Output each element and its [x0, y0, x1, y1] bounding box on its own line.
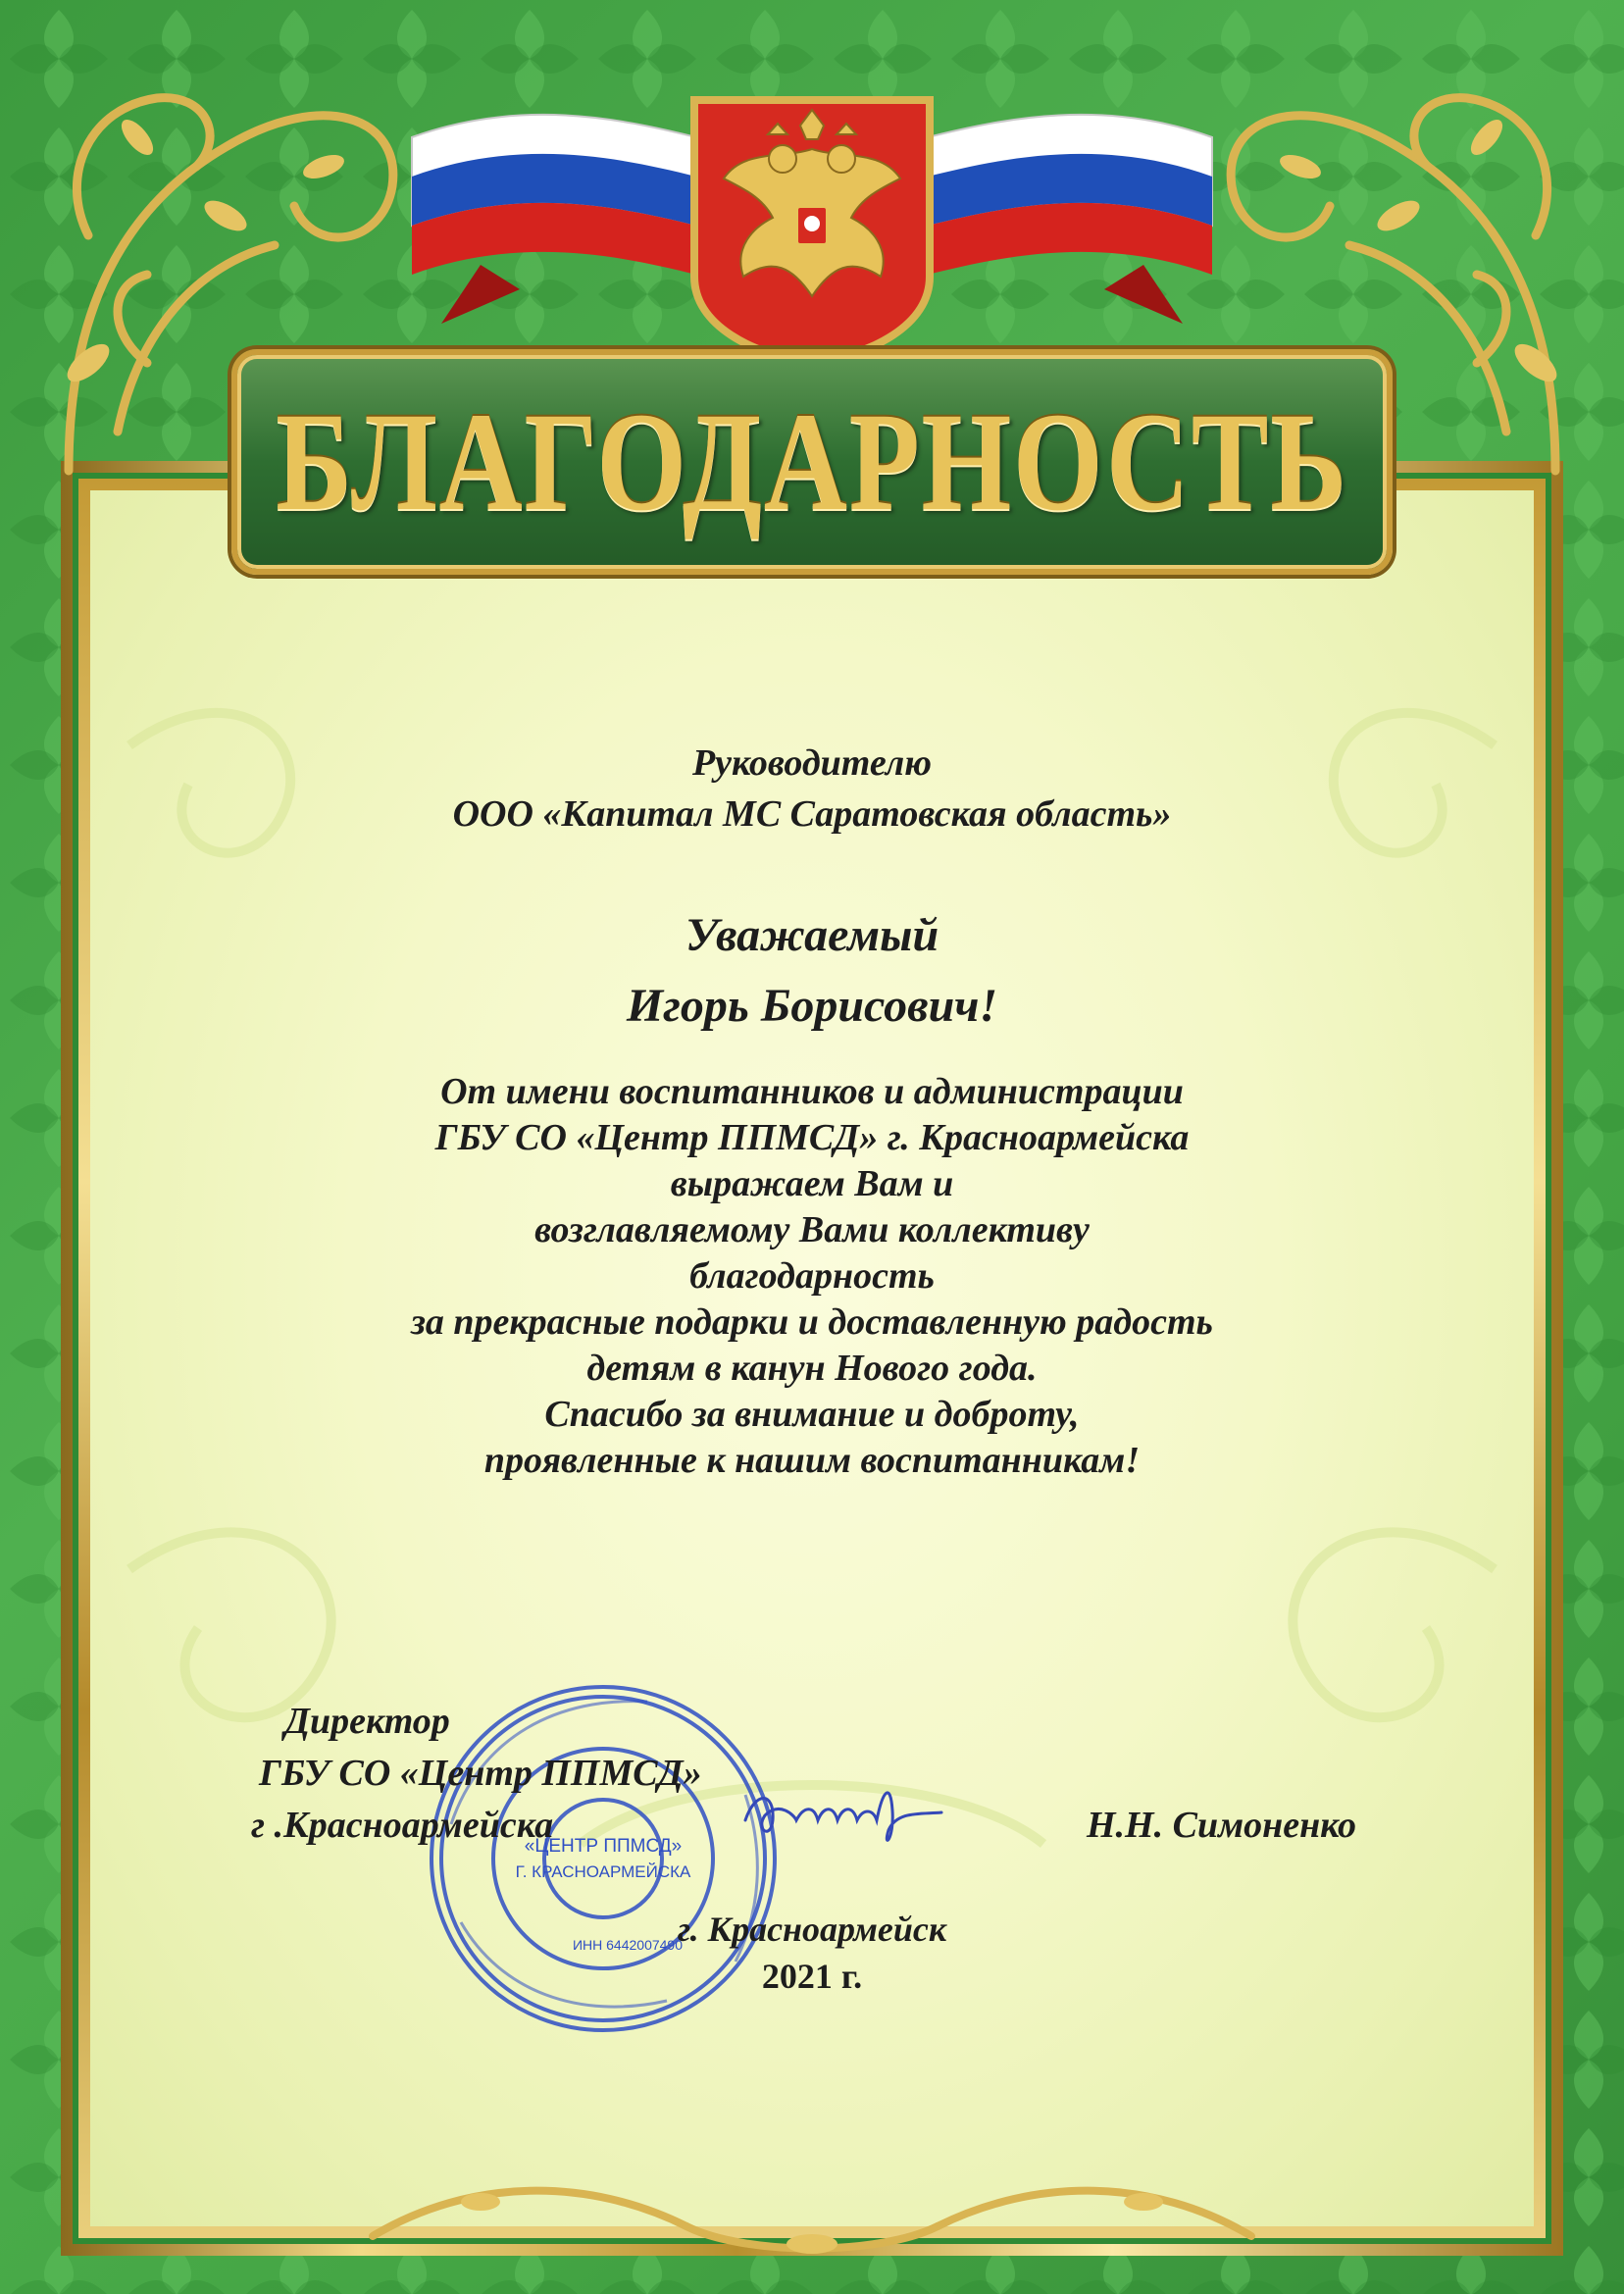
handwritten-signature: [736, 1771, 951, 1854]
bottom-gold-ornament: [353, 2158, 1271, 2266]
issue-year: 2021 г.: [761, 1957, 863, 1996]
body-text: [286, 1069, 1338, 1484]
issue-place: г. Красноармейск: [677, 1910, 947, 1949]
certificate-title: БЛАГОДАРНОСТЬ: [276, 383, 1348, 540]
body-line: детям в канун Нового года.: [586, 1348, 1038, 1389]
body-line: выражаем Вам и: [670, 1163, 954, 1204]
body-line: благодарность: [689, 1255, 935, 1297]
body-line: Спасибо за внимание и доброту,: [544, 1394, 1080, 1435]
body-line: ГБУ СО «Центр ППМСД» г. Красноармейска: [434, 1117, 1190, 1158]
greeting-line-1: Уважаемый: [685, 909, 939, 961]
body-line: От имени воспитанников и администрации: [440, 1071, 1184, 1112]
body-line: возглавляемому Вами коллективу: [534, 1209, 1090, 1250]
body-line: проявленные к нашим воспитанникам!: [483, 1440, 1141, 1481]
stamp-center-line-2: Г. КРАСНОАРМЕЙСКА: [515, 1862, 691, 1881]
addressee-block: [286, 738, 1338, 840]
stamp-inn: ИНН 6442007490: [572, 1937, 684, 1953]
addressee-line-1: Руководителю: [691, 742, 933, 784]
stamp-center-line-1: «ЦЕНТР ППМСД»: [524, 1836, 683, 1857]
addressee-line-2: ООО «Капитал МС Саратовская область»: [452, 793, 1172, 835]
greeting-line-2: Игорь Борисович!: [626, 980, 998, 1032]
body-line: за прекрасные подарки и доставленную радость: [411, 1301, 1213, 1343]
signatory-city: г .Красноармейска: [251, 1805, 554, 1846]
double-headed-eagle-icon: [685, 90, 939, 365]
signatory-position: Директор: [284, 1701, 450, 1742]
greeting-block: [286, 900, 1338, 1042]
signatory-name: Н.Н. Симоненко: [1087, 1805, 1356, 1846]
signatory-organization: ГБУ СО «Центр ППМСД»: [259, 1753, 702, 1794]
